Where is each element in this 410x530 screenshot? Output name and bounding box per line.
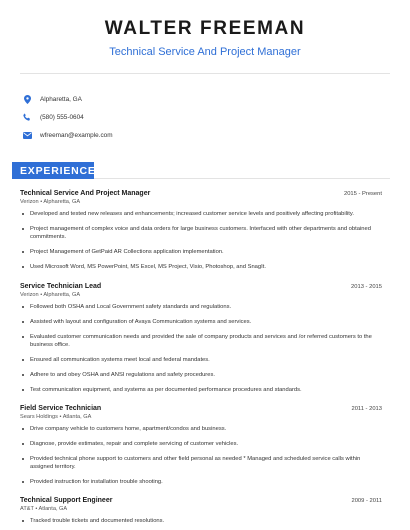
job-dates: 2015 - Present (343, 191, 382, 197)
contact-phone-text: (580) 555-0604 (40, 113, 84, 121)
job-entry (20, 497, 382, 530)
job-title: Technical Support Engineer (20, 497, 113, 504)
contact-location-text: Alpharetta, GA (40, 95, 82, 103)
contact-email-text: wfreeman@example.com (40, 131, 113, 139)
job-company: Verizon • Alpharetta, GA (20, 292, 81, 298)
job-entry (20, 190, 382, 278)
bullet-item: Test communication equipment, and systems as per documented performance procedures and standards. (20, 386, 382, 394)
job-entry (20, 283, 382, 401)
contact-phone (22, 108, 410, 126)
resume-header (0, 0, 410, 59)
job-dates: 2009 - 2011 (351, 498, 382, 504)
job-company: Sears Holdings • Atlanta, GA (20, 414, 92, 420)
job-company: AT&T • Atlanta, GA (20, 506, 68, 512)
bullet-item: Project Management of GetPaid AR Collections application implementation. (20, 248, 382, 256)
phone-icon (22, 112, 32, 122)
job-bullets (20, 517, 382, 525)
contact-list (0, 74, 410, 144)
candidate-title: Technical Service And Project Manager (109, 46, 301, 58)
bullet-item: Drive company vehicle to customers home, apartment/condos and business. (20, 425, 382, 433)
contact-email (22, 126, 410, 144)
bullet-item: Used Microsoft Word, MS PowerPoint, MS Excel, MS Project, Visio, Photoshop, and SnagIt. (20, 263, 382, 271)
experience-heading: EXPERIENCE (20, 165, 96, 177)
bullet-item: Tracked trouble tickets and documented resolutions. (20, 517, 382, 525)
location-pin-icon (22, 94, 32, 104)
bullet-item: Project management of complex voice and data orders for large business customers. Interfaced with other departments and obtained commitments. (20, 225, 382, 241)
bullet-item: Diagnose, provide estimates, repair and complete servicing of customer vehicles. (20, 440, 382, 448)
experience-section-banner (12, 162, 94, 179)
job-title: Field Service Technician (20, 405, 102, 412)
bullet-item: Assisted with layout and configuration of Avaya Communication systems and services. (20, 318, 382, 326)
bullet-item: Followed both OSHA and Local Government safety standards and regulations. (20, 303, 382, 311)
job-bullets (20, 425, 382, 486)
section-divider (94, 178, 390, 179)
bullet-item: Developed and tested new releases and enhancements; increased customer service levels and positively affecting profitability. (20, 210, 382, 218)
job-bullets (20, 303, 382, 394)
job-entry (20, 405, 382, 493)
job-dates: 2011 - 2013 (351, 406, 382, 412)
bullet-item: Provided instruction for installation trouble shooting. (20, 478, 382, 486)
bullet-item: Evaluated customer communication needs and provided the sale of company products and services and /or referred customers to the business office. (20, 333, 382, 349)
bullet-item: Ensured all communication systems meet local and federal mandates. (20, 356, 382, 364)
bullet-item: Adhere to and obey OSHA and ANSI regulations and safety procedures. (20, 371, 382, 379)
candidate-name: WALTER FREEMAN (104, 18, 306, 39)
job-title: Technical Service And Project Manager (20, 190, 151, 197)
job-title: Service Technician Lead (20, 283, 102, 290)
job-bullets (20, 210, 382, 271)
bullet-item: Provided technical phone support to customers and other field personal as needed * Managed and scheduled service calls within assigned territory. (20, 455, 382, 471)
job-company: Verizon • Alpharetta, GA (20, 199, 81, 205)
email-icon (22, 130, 32, 140)
job-dates: 2013 - 2015 (351, 284, 382, 290)
contact-location (22, 90, 410, 108)
